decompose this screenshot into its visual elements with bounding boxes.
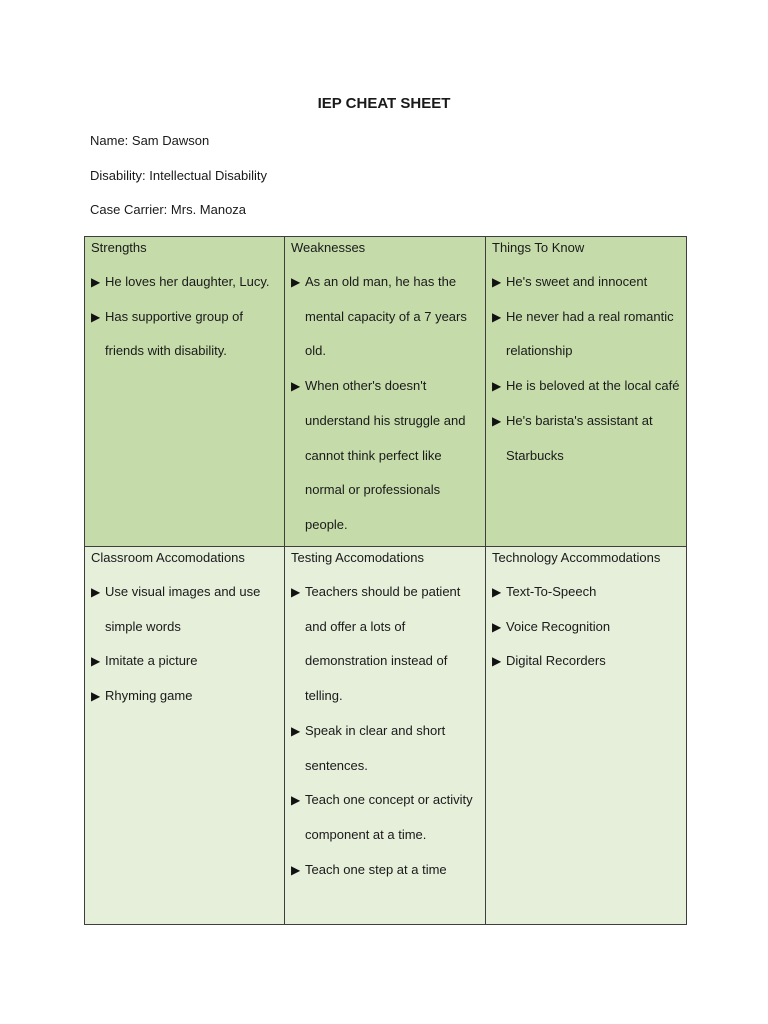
table-row xyxy=(85,547,687,925)
list-item xyxy=(492,644,681,679)
item-list xyxy=(492,265,681,473)
disability-line: Disability: Intellectual Disability xyxy=(90,168,268,183)
triangle-bullet-icon: ▶ xyxy=(91,585,101,599)
item-list xyxy=(291,265,480,543)
list-item xyxy=(492,575,681,610)
cell-heading: Classroom Accomodations xyxy=(91,550,245,565)
list-item-text: When other's doesn't understand his struggle and cannot think perfect like normal or professionals people. xyxy=(305,378,466,532)
classroom-accommodations-cell xyxy=(85,547,285,925)
table-row xyxy=(85,237,687,547)
list-item xyxy=(91,644,279,679)
item-list xyxy=(291,575,480,887)
document-title: IEP CHEAT SHEET xyxy=(317,95,451,112)
triangle-bullet-icon: ▶ xyxy=(291,379,301,394)
list-item-text: Voice Recognition xyxy=(506,618,611,634)
strengths-cell xyxy=(85,237,285,547)
list-item xyxy=(91,575,279,644)
triangle-bullet-icon: ▶ xyxy=(91,654,101,669)
technology-accommodations-cell xyxy=(486,547,687,925)
triangle-bullet-icon: ▶ xyxy=(492,309,502,324)
list-item-text: He never had a real romantic relationship xyxy=(506,308,674,359)
list-item-text: He loves her daughter, Lucy. xyxy=(105,274,270,289)
list-item-text: Speak in clear and short sentences. xyxy=(305,722,446,773)
triangle-bullet-icon: ▶ xyxy=(91,275,101,289)
triangle-bullet-icon: ▶ xyxy=(492,379,502,394)
item-list xyxy=(91,265,279,369)
list-item xyxy=(91,265,279,300)
list-item xyxy=(291,714,480,783)
cell-heading: Weaknesses xyxy=(291,240,366,255)
list-item xyxy=(492,265,681,300)
list-item-text: He's sweet and innocent xyxy=(506,274,648,289)
list-item-text: Use visual images and use simple words xyxy=(105,584,261,634)
cell-heading: Technology Accommodations xyxy=(492,550,661,565)
item-list xyxy=(91,575,279,714)
triangle-bullet-icon: ▶ xyxy=(91,689,101,704)
list-item-text: Has supportive group of friends with disability. xyxy=(105,308,244,359)
triangle-bullet-icon: ▶ xyxy=(492,413,502,428)
case-carrier-line: Case Carrier: Mrs. Manoza xyxy=(90,202,247,217)
triangle-bullet-icon: ▶ xyxy=(291,585,301,599)
triangle-bullet-icon: ▶ xyxy=(291,862,301,877)
testing-accommodations-cell xyxy=(285,547,486,925)
triangle-bullet-icon: ▶ xyxy=(91,309,101,324)
triangle-bullet-icon: ▶ xyxy=(492,585,502,599)
list-item xyxy=(492,300,681,369)
list-item-text: Teach one concept or activity component at a time. xyxy=(305,792,473,842)
iep-table xyxy=(84,236,687,925)
list-item xyxy=(291,575,480,714)
list-item xyxy=(91,679,279,714)
list-item xyxy=(291,369,480,543)
list-item-text: Teachers should be patient and offer a lots of demonstration instead of telling. xyxy=(305,584,461,704)
list-item-text: Digital Recorders xyxy=(506,653,606,669)
list-item xyxy=(492,610,681,645)
list-item xyxy=(291,265,480,369)
list-item-text: Teach one step at a time xyxy=(305,861,447,877)
triangle-bullet-icon: ▶ xyxy=(492,619,502,634)
triangle-bullet-icon: ▶ xyxy=(291,723,301,738)
weaknesses-cell xyxy=(285,237,486,547)
triangle-bullet-icon: ▶ xyxy=(291,275,301,289)
cell-heading: Things To Know xyxy=(492,240,585,255)
triangle-bullet-icon: ▶ xyxy=(492,275,502,289)
list-item-text: He's barista's assistant at Starbucks xyxy=(506,412,653,463)
things-to-know-cell xyxy=(486,237,687,547)
item-list xyxy=(492,575,681,679)
list-item xyxy=(291,853,480,888)
list-item-text: Imitate a picture xyxy=(105,653,198,669)
triangle-bullet-icon: ▶ xyxy=(492,654,502,669)
student-name: Name: Sam Dawson xyxy=(90,133,210,148)
list-item-text: Rhyming game xyxy=(105,688,193,704)
list-item-text: Text-To-Speech xyxy=(506,584,597,599)
list-item-text: He is beloved at the local café xyxy=(506,378,680,394)
list-item xyxy=(91,300,279,369)
cell-heading: Strengths xyxy=(91,240,147,255)
list-item xyxy=(492,404,681,473)
list-item xyxy=(291,783,480,852)
cell-heading: Testing Accomodations xyxy=(291,550,424,565)
triangle-bullet-icon: ▶ xyxy=(291,793,301,808)
list-item xyxy=(492,369,681,404)
list-item-text: As an old man, he has the mental capacity of a 7 years old. xyxy=(305,274,467,359)
